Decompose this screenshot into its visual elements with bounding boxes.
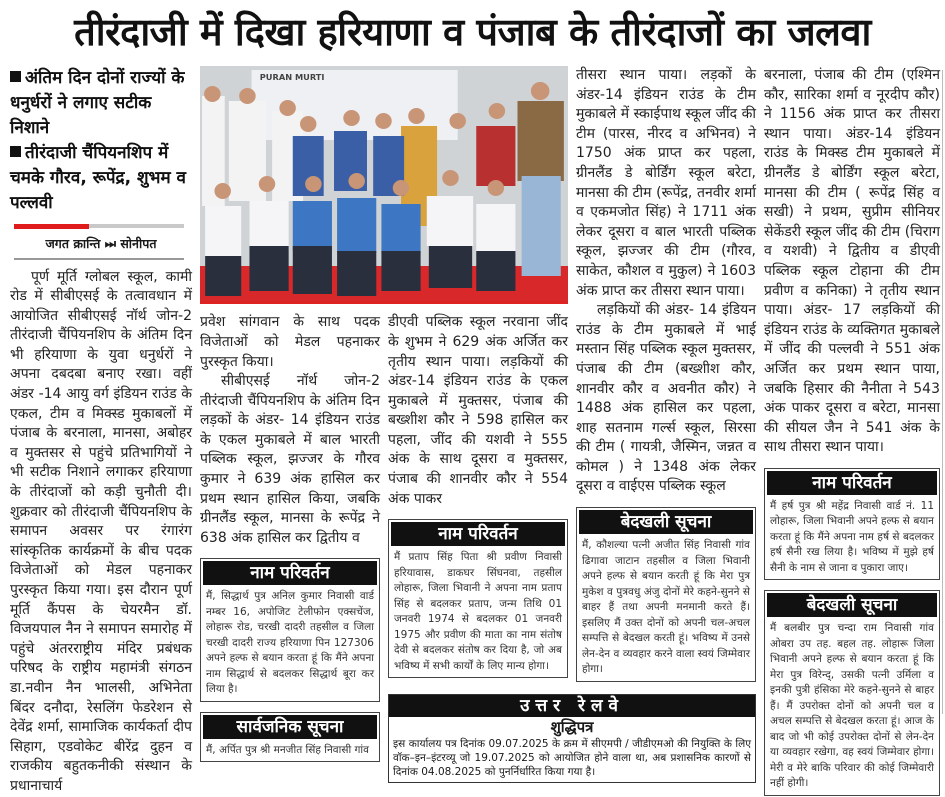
notice-title: नाम परिवर्तन	[767, 471, 937, 495]
page-edge	[942, 70, 943, 714]
article-text: सीबीएसई नॉर्थ जोन-2 तीरंदाजी चैंपियनशिप के अंतिम दिन लड़कों के अंडर- 14 इंडियन राउंड के एकल मुकाबले में बाल भारती पब्लिक स्कूल, झज्जर के गौरव कुमार ने 639 अंक हासिल कर प्रथम स्थान हासिल किया, जबकि ग्रीनलैंड स्कूल, मानसा के रूपेंद्र ने 638 अंक हासिल कर द्वितीय व	[200, 373, 380, 546]
notice-body: मैं प्रताप सिंह पिता श्री प्रवीण निवासी हरियावास, डाकघर सिंघनवा, तहसील लोहारू, जिला भिवानी ने अपना नाम प्रताप सिंह से बदलकर प्रताप, जन्म तिथि 01 जनवरी 1974 से बदलकर 01 जनवरी 1975 और प्रवीण की माता का नाम संतोष देवी से बदलकर संतोष कर दिया है, जो अब भविष्य में सभी कार्यों के लिए मान्य होगा।	[394, 551, 562, 672]
notice-body: मैं, अर्पित पुत्र श्री मनजीत सिंह निवासी गांव	[206, 743, 369, 756]
article-text: लड़कियों की अंडर- 14 इंडियन राउंड के टीम मुकाबले में भाई मस्तान सिंह पब्लिक स्कूल मुक्तसर, पंजाब की टीम (बख्शीश कौर, शानवीर कौर व अवनीत कौर) ने 1488 अंक हासिल कर पहला, शाह सतनाम गर्ल्स स्कूल, सिरसा की टीम ( गायत्री, जैस्मिन, जन्नत व कोमल ) ने 1348 अंक लेकर दूसरा व वाईएस पब्लिक स्कूल	[576, 302, 756, 495]
right-column	[764, 66, 940, 796]
left-column	[10, 66, 192, 797]
middle-columns	[200, 66, 756, 783]
notice-public-1	[200, 712, 380, 763]
byline-place: सोनीपत	[120, 235, 157, 251]
subheading-1	[10, 66, 192, 141]
byline	[10, 234, 192, 254]
article-column-2	[200, 313, 380, 548]
subheading-text: तीरंदाजी चैंपियनशिप में चमके गौरव, रूपेंद्र, शुभम व पल्लवी	[10, 143, 187, 213]
railway-title: उत्तर रेलवे	[389, 695, 755, 717]
notice-eviction-1	[576, 507, 756, 682]
headline: तीरंदाजी में दिखा हरियाणा व पंजाब के तीरंदाजों का जलवा	[74, 10, 871, 54]
notice-title: नाम परिवर्तन	[203, 561, 377, 585]
article-column-4	[576, 66, 756, 497]
notice-body: मैं, कौशल्या पत्नी अजीत सिंह निवासी गांव ढिगावा जाटान तहसील व जिला भिवानी अपने हल्फ से बयान करती हूं कि मेरा पुत्र मुकेश व पुत्रवधु अंजु दोनों मेरे कहने-सुनने से बाहर हैं तथा अपनी मनमानी करते हैं। इसलिए मैं उक्त दोनों को अपनी चल-अचल सम्पत्ति से बेदखल करती हूं। भविष्य में उनसे लेन-देन व व्यवहार करने वाला स्वयं जिम्मेवार होगा।	[582, 539, 750, 676]
notice-name-change-2	[388, 519, 568, 678]
page-body	[0, 66, 945, 797]
article-text: प्रवेश सांगवान के साथ पदक विजेताओं को मेडल पहनाकर पुरस्कृत किया।	[200, 314, 380, 370]
notice-eviction-2	[764, 590, 940, 796]
subheading-text: अंतिम दिन दोनों राज्यों के धनुर्धरों ने लगाए सटीक निशाने	[10, 68, 185, 138]
subheadings	[10, 66, 192, 216]
railway-corrigendum	[388, 694, 756, 783]
article-text: पूर्ण मूर्ति ग्लोबल स्कूल, कामी रोड में सीबीएसई के तत्वावधान में आयोजित सीबीएसई नॉर्थ जोन-2 तीरंदाजी चैंपियनशिप के अंतिम दिन भी हरियाणा के युवा धनुर्धरों ने अपना दबदबा बनाए रखा। वहीं अंडर -14 आयु वर्ग इंडियन राउंड के एकल, टीम व मिक्स्ड मुकाबलों में पंजाब के बरनाला, मानसा, अबोहर व मुक्तसर से पहुंचे प्रतिभागियों ने भी सटीक निशाने लगाकर हरियाणा के तीरंदाजों को कड़ी चुनौती दी। शुक्रवार को तीरंदाजी चैंपियनशिप के समापन अवसर पर रंगारंग सांस्कृतिक कार्यक्रमों के बीच पदक विजेताओं को मेडल पहनाकर पुरस्कृत किया गया। इस दौरान पूर्ण मूर्ति कैंपस के चेयरमैन डॉ. विजयपाल नैन ने समापन समारोह में पहुंचे अंतरराष्ट्रीय मंदिर प्रबंधक परिषद के राष्ट्रीय महामंत्री संगठन डा.नवीन नैन भालसी, अभिनेता बिंदर दनौदा, रेसलिंग फेडरेशन से देवेंद्र शर्मा, सामाजिक कार्यकर्ता दीप सिहाग, एडवोकेट बीरेंद्र दुहन व राजकीय बहुतकनीकी संस्थान के प्रधानाचार्य	[10, 268, 192, 794]
corrigendum-title: शुद्धिपत्र	[550, 717, 594, 736]
notice-name-change-1	[200, 558, 380, 702]
byline-paper: जगत क्रान्ति	[45, 235, 101, 251]
divider	[14, 258, 184, 260]
subheading-2	[10, 141, 192, 216]
notice-body: मैं, सिद्धार्थ पुत्र अनिल कुमार निवासी वार्ड नम्बर 16, अपोजिट टेलीफोन एक्सचेंज, लोहारू रोड, चरखी दादरी तहसील व जिला चरखी दादरी राज्य हरियाणा पिन 127306 अपने हल्फ से बयान करता हूं कि मैंने अपना नाम सिद्धार्थ से बदलकर सिद्धार्थ बूरा कर लिया है।	[206, 590, 374, 696]
article-text: डीएवी पब्लिक स्कूल नरवाना जींद के शुभम ने 629 अंक अर्जित कर तृतीय स्थान पाया। लड़कियों की अंडर-14 इंडियन राउंड के एकल मुकाबले में मुक्तसर, पंजाब की बख्शीश कौर ने 598 हासिल कर पहला, जींद की यशवी ने 555 अंक के साथ दूसरा व मुक्तसर, पंजाब की शानवीर कौर ने 554 अंक पाकर	[388, 314, 568, 507]
banner-text: PURAN MURTI	[259, 72, 325, 82]
column-2	[200, 313, 380, 762]
article-column-3	[388, 313, 568, 509]
column-4	[576, 66, 756, 682]
notice-body: मैं हर्ष पुत्र श्री महेंद्र निवासी वार्ड नं. 11 लोहारू, जिला भिवानी अपने हल्फ से बयान करता हूं कि मैंने अपना नाम हर्ष से बदलकर हर्ष सैनी रख लिया है। भविष्य में मुझे हर्ष सैनी के नाम से जाना व पुकारा जाए।	[770, 499, 934, 574]
bullet-square-icon	[10, 71, 21, 82]
fast-forward-icon: ⏭	[104, 235, 116, 251]
corrigendum-body: इस कार्यालय पत्र दिनांक 09.07.2025 के क्रम में सीएमपी / जीडीएमओ की नियुक्ति के लिए वॉक–इन–इंटरव्यू जो 19.07.2025 को आयोजित होने वाला था, अब प्रशासनिक कारणों से दिनांक 04.08.2025 को पुनर्निर्धारित किया गया है।	[393, 737, 751, 778]
article-column-1	[10, 268, 192, 797]
notice-name-change-3	[764, 468, 940, 581]
photo-image	[200, 66, 568, 304]
article-text: तीसरा स्थान पाया। लड़कों के अंडर-14 इंडियन राउंड के टीम मुकाबले में स्काईपाथ स्कूल जींद की टीम (पारस, नीरद व अभिनव) ने 1750 अंक प्राप्त कर पहला, ग्रीनलैंड डे बोर्डिंग स्कूल बरेटा, मानसा की टीम (रूपेंद्र, तनवीर शर्मा व एकमजोत सिंह) ने 1711 अंक लेकर दूसरा व बाल भारती पब्लिक स्कूल, झज्जर की टीम (गौरव, साकेत, कौशल व मुकुल) ने 1603 अंक प्राप्त कर तीसरा स्थान पाया।	[576, 67, 756, 299]
notice-title: बेदखली सूचना	[579, 510, 753, 534]
accent-rule	[14, 224, 184, 228]
article-text: बरनाला, पंजाब की टीम (एश्मिन कौर, सारिका शर्मा व नूरदीप कौर) ने 1156 अंक प्राप्त कर तीसरा स्थान पाया। अंडर-14 इंडियन राउंड के मिक्स्ड टीम मुकाबले में ग्रीनलैंड डे बोर्डिंग स्कूल बरेटा, मानसा की टीम ( रूपेंद्र सिंह व सखी) ने प्रथम, सुप्रीम सीनियर सेकेंडरी स्कूल जींद की टीम (चिराग व यशवी) ने द्वितीय व डीएवी पब्लिक स्कूल टोहाना की टीम प्रवीण व कनिका) ने तृतीय स्थान पाया। अंडर- 17 लड़कियों की इंडियन राउंड के व्यक्तिगत मुकाबले में जींद की पल्लवी ने 551 अंक अर्जित कर प्रथम स्थान पाया, जबकि हिसार की नैनीता ने 543 अंक पाकर दूसरा व बरेटा, मानसा की सीयल जैन ने 541 अंक के साथ तीसरा स्थान पाया।	[764, 67, 940, 456]
notice-title: सार्वजनिक सूचना	[203, 715, 377, 739]
notice-title: नाम परिवर्तन	[391, 522, 565, 546]
column-3	[388, 313, 568, 678]
notice-title: बेदखली सूचना	[767, 593, 937, 617]
article-column-5	[764, 66, 940, 458]
event-photo	[200, 66, 568, 304]
bullet-square-icon	[10, 146, 21, 157]
notice-body: मैं बलबीर पुत्र चन्दा राम निवासी गांव ओबरा उप तह. बहल तह. लोहारू जिला भिवानी अपने हल्फ से बयान करता हूं कि मेरा पुत्र विरेन्द्, उसकी पत्नी उर्मिला व इनकी पुत्री हंसिका मेरे कहने-सुनने से बाहर हैं। मैं उपरोक्त दोनों को अपनी चल व अचल सम्पत्ति से बेदखल करता हूं। आज के बाद जो भी कोई उपरोक्त दोनों से लेन-देन या व्यवहार रखेगा, वह स्वयं जिम्मेवार होगा। मेरी व मेरे बाकि परिवार की कोई जिम्मेवारी नहीं होगी।	[770, 622, 934, 790]
